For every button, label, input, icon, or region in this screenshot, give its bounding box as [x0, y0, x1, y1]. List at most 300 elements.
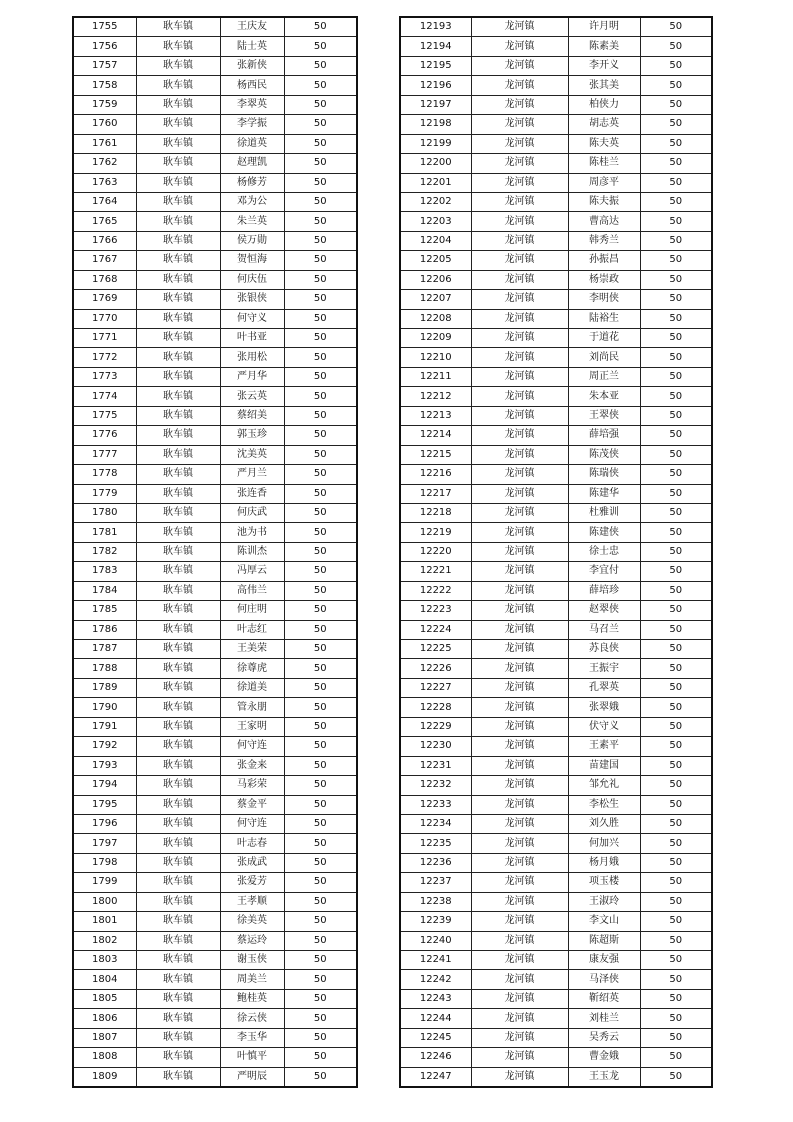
name-cell: 刘尚民: [568, 348, 640, 367]
town-cell: 龙河镇: [471, 737, 568, 756]
name-cell: 叶志春: [220, 834, 284, 853]
row-number-cell: 12225: [400, 640, 471, 659]
amount-cell: 50: [284, 290, 357, 309]
name-cell: 谢玉侠: [220, 951, 284, 970]
row-number-cell: 12201: [400, 173, 471, 192]
row-number-cell: 1792: [73, 737, 136, 756]
amount-cell: 50: [284, 270, 357, 289]
table-row: [400, 154, 712, 173]
name-cell: 张连香: [220, 484, 284, 503]
amount-cell: 50: [640, 659, 712, 678]
table-row: [73, 523, 357, 542]
amount-cell: 50: [640, 853, 712, 872]
town-cell: 龙河镇: [471, 698, 568, 717]
row-number-cell: 1756: [73, 37, 136, 56]
row-number-cell: 12218: [400, 503, 471, 522]
table-row: [73, 465, 357, 484]
name-cell: 陈建华: [568, 484, 640, 503]
row-number-cell: 1798: [73, 853, 136, 872]
table-row: [73, 212, 357, 231]
row-number-cell: 1783: [73, 562, 136, 581]
town-cell: 耿车镇: [136, 659, 220, 678]
town-cell: 龙河镇: [471, 640, 568, 659]
row-number-cell: 1793: [73, 756, 136, 775]
row-number-cell: 12213: [400, 406, 471, 425]
row-number-cell: 12196: [400, 76, 471, 95]
row-number-cell: 1801: [73, 912, 136, 931]
town-cell: 耿车镇: [136, 76, 220, 95]
name-cell: 叶慎平: [220, 1048, 284, 1067]
amount-cell: 50: [640, 640, 712, 659]
table-row: [400, 912, 712, 931]
table-row: [400, 659, 712, 678]
row-number-cell: 1769: [73, 290, 136, 309]
row-number-cell: 1795: [73, 795, 136, 814]
table-row: [73, 484, 357, 503]
town-cell: 龙河镇: [471, 270, 568, 289]
name-cell: 张翠娥: [568, 698, 640, 717]
amount-cell: 50: [284, 387, 357, 406]
row-number-cell: 1761: [73, 134, 136, 153]
row-number-cell: 1777: [73, 445, 136, 464]
town-cell: 耿车镇: [136, 426, 220, 445]
table-row: [73, 1009, 357, 1028]
row-number-cell: 12245: [400, 1028, 471, 1047]
table-row: [400, 678, 712, 697]
town-cell: 耿车镇: [136, 251, 220, 270]
name-cell: 王翠侠: [568, 406, 640, 425]
table-row: [73, 581, 357, 600]
name-cell: 徐道美: [220, 678, 284, 697]
town-cell: 耿车镇: [136, 503, 220, 522]
table-row: [400, 834, 712, 853]
table-row: [73, 834, 357, 853]
row-number-cell: 12203: [400, 212, 471, 231]
amount-cell: 50: [640, 951, 712, 970]
row-number-cell: 1809: [73, 1067, 136, 1087]
name-cell: 杨月娥: [568, 853, 640, 872]
table-row: [73, 406, 357, 425]
town-cell: 耿车镇: [136, 406, 220, 425]
town-cell: 龙河镇: [471, 873, 568, 892]
name-cell: 王庆友: [220, 17, 284, 37]
name-cell: 鲍桂英: [220, 989, 284, 1008]
name-cell: 张爱芳: [220, 873, 284, 892]
name-cell: 张用松: [220, 348, 284, 367]
name-cell: 沈美英: [220, 445, 284, 464]
name-cell: 王美荣: [220, 640, 284, 659]
row-number-cell: 1759: [73, 95, 136, 114]
amount-cell: 50: [284, 640, 357, 659]
table-row: [400, 717, 712, 736]
name-cell: 张金来: [220, 756, 284, 775]
row-number-cell: 1782: [73, 542, 136, 561]
row-number-cell: 1772: [73, 348, 136, 367]
name-cell: 陈超斯: [568, 931, 640, 950]
town-cell: 龙河镇: [471, 37, 568, 56]
town-cell: 耿车镇: [136, 115, 220, 134]
table-row: [400, 465, 712, 484]
amount-cell: 50: [640, 503, 712, 522]
table-row: [73, 678, 357, 697]
town-cell: 龙河镇: [471, 776, 568, 795]
town-cell: 龙河镇: [471, 17, 568, 37]
town-cell: 耿车镇: [136, 717, 220, 736]
amount-cell: 50: [640, 406, 712, 425]
town-cell: 耿车镇: [136, 542, 220, 561]
town-cell: 耿车镇: [136, 1048, 220, 1067]
amount-cell: 50: [640, 834, 712, 853]
row-number-cell: 1768: [73, 270, 136, 289]
table-row: [73, 173, 357, 192]
town-cell: 龙河镇: [471, 756, 568, 775]
table-row: [73, 154, 357, 173]
amount-cell: 50: [640, 115, 712, 134]
row-number-cell: 12220: [400, 542, 471, 561]
amount-cell: 50: [284, 1067, 357, 1087]
name-cell: 侯万勋: [220, 231, 284, 250]
name-cell: 严月华: [220, 367, 284, 386]
table-row: [400, 348, 712, 367]
row-number-cell: 12238: [400, 892, 471, 911]
amount-cell: 50: [640, 1009, 712, 1028]
amount-cell: 50: [284, 523, 357, 542]
table-row: [400, 873, 712, 892]
name-cell: 李开义: [568, 56, 640, 75]
amount-cell: 50: [640, 329, 712, 348]
amount-cell: 50: [640, 1048, 712, 1067]
amount-cell: 50: [640, 367, 712, 386]
table-row: [400, 970, 712, 989]
table-row: [400, 329, 712, 348]
town-cell: 龙河镇: [471, 1028, 568, 1047]
town-cell: 耿车镇: [136, 776, 220, 795]
amount-cell: 50: [284, 484, 357, 503]
table-row: [73, 231, 357, 250]
town-cell: 龙河镇: [471, 581, 568, 600]
amount-cell: 50: [640, 465, 712, 484]
name-cell: 吴秀云: [568, 1028, 640, 1047]
row-number-cell: 1804: [73, 970, 136, 989]
name-cell: 王玉龙: [568, 1067, 640, 1087]
row-number-cell: 1764: [73, 192, 136, 211]
row-number-cell: 12210: [400, 348, 471, 367]
amount-cell: 50: [284, 95, 357, 114]
name-cell: 张银侠: [220, 290, 284, 309]
amount-cell: 50: [640, 523, 712, 542]
amount-cell: 50: [640, 912, 712, 931]
name-cell: 贺恒海: [220, 251, 284, 270]
town-cell: 耿车镇: [136, 329, 220, 348]
name-cell: 陆士英: [220, 37, 284, 56]
table-row: [400, 1028, 712, 1047]
amount-cell: 50: [284, 1009, 357, 1028]
amount-cell: 50: [284, 192, 357, 211]
name-cell: 陈建侠: [568, 523, 640, 542]
town-cell: 龙河镇: [471, 1067, 568, 1087]
name-cell: 张云英: [220, 387, 284, 406]
amount-cell: 50: [284, 154, 357, 173]
town-cell: 龙河镇: [471, 912, 568, 931]
amount-cell: 50: [284, 853, 357, 872]
row-number-cell: 12199: [400, 134, 471, 153]
town-cell: 龙河镇: [471, 620, 568, 639]
town-cell: 耿车镇: [136, 523, 220, 542]
name-cell: 于道花: [568, 329, 640, 348]
table-row: [73, 387, 357, 406]
row-number-cell: 12241: [400, 951, 471, 970]
table-row: [73, 76, 357, 95]
amount-cell: 50: [284, 1028, 357, 1047]
row-number-cell: 1807: [73, 1028, 136, 1047]
table-row: [400, 795, 712, 814]
name-cell: 高伟兰: [220, 581, 284, 600]
name-cell: 刘久胜: [568, 814, 640, 833]
table-row: [400, 581, 712, 600]
name-cell: 马泽侠: [568, 970, 640, 989]
name-cell: 王家明: [220, 717, 284, 736]
name-cell: 杨修芳: [220, 173, 284, 192]
town-cell: 耿车镇: [136, 56, 220, 75]
town-cell: 耿车镇: [136, 601, 220, 620]
amount-cell: 50: [640, 756, 712, 775]
table-row: [400, 776, 712, 795]
row-number-cell: 12235: [400, 834, 471, 853]
table-row: [400, 523, 712, 542]
town-cell: 龙河镇: [471, 134, 568, 153]
name-cell: 陈夫英: [568, 134, 640, 153]
town-cell: 耿车镇: [136, 37, 220, 56]
town-cell: 龙河镇: [471, 212, 568, 231]
amount-cell: 50: [284, 348, 357, 367]
name-cell: 陈桂兰: [568, 154, 640, 173]
name-cell: 曹高达: [568, 212, 640, 231]
town-cell: 耿车镇: [136, 173, 220, 192]
amount-cell: 50: [640, 76, 712, 95]
row-number-cell: 1785: [73, 601, 136, 620]
amount-cell: 50: [284, 367, 357, 386]
town-cell: 耿车镇: [136, 95, 220, 114]
amount-cell: 50: [284, 601, 357, 620]
town-cell: 耿车镇: [136, 1009, 220, 1028]
name-cell: 孔翠英: [568, 678, 640, 697]
amount-cell: 50: [284, 795, 357, 814]
amount-cell: 50: [284, 717, 357, 736]
amount-cell: 50: [640, 56, 712, 75]
amount-cell: 50: [640, 270, 712, 289]
amount-cell: 50: [640, 484, 712, 503]
name-cell: 徐尊虎: [220, 659, 284, 678]
row-number-cell: 12208: [400, 309, 471, 328]
row-number-cell: 1787: [73, 640, 136, 659]
row-number-cell: 12229: [400, 717, 471, 736]
row-number-cell: 12217: [400, 484, 471, 503]
row-number-cell: 1755: [73, 17, 136, 37]
amount-cell: 50: [284, 17, 357, 37]
amount-cell: 50: [284, 406, 357, 425]
row-number-cell: 12195: [400, 56, 471, 75]
town-cell: 龙河镇: [471, 387, 568, 406]
name-cell: 陈素美: [568, 37, 640, 56]
row-number-cell: 1781: [73, 523, 136, 542]
row-number-cell: 12216: [400, 465, 471, 484]
row-number-cell: 12212: [400, 387, 471, 406]
name-cell: 项玉楼: [568, 873, 640, 892]
table-row: [73, 503, 357, 522]
town-cell: 龙河镇: [471, 1009, 568, 1028]
town-cell: 耿车镇: [136, 290, 220, 309]
table-row: [73, 698, 357, 717]
table-row: [73, 717, 357, 736]
name-cell: 叶志红: [220, 620, 284, 639]
amount-cell: 50: [284, 542, 357, 561]
row-number-cell: 12228: [400, 698, 471, 717]
amount-cell: 50: [640, 989, 712, 1008]
table-row: [73, 270, 357, 289]
table-row: [400, 601, 712, 620]
row-number-cell: 12205: [400, 251, 471, 270]
row-number-cell: 1774: [73, 387, 136, 406]
town-cell: 耿车镇: [136, 989, 220, 1008]
name-cell: 伏守义: [568, 717, 640, 736]
amount-cell: 50: [640, 698, 712, 717]
amount-cell: 50: [284, 76, 357, 95]
amount-cell: 50: [640, 17, 712, 37]
row-number-cell: 12232: [400, 776, 471, 795]
name-cell: 李松生: [568, 795, 640, 814]
amount-cell: 50: [640, 931, 712, 950]
amount-cell: 50: [284, 426, 357, 445]
town-cell: 耿车镇: [136, 951, 220, 970]
name-cell: 李玉华: [220, 1028, 284, 1047]
table-row: [73, 931, 357, 950]
amount-cell: 50: [284, 678, 357, 697]
row-number-cell: 1788: [73, 659, 136, 678]
amount-cell: 50: [640, 134, 712, 153]
row-number-cell: 1760: [73, 115, 136, 134]
amount-cell: 50: [284, 776, 357, 795]
row-number-cell: 12244: [400, 1009, 471, 1028]
name-cell: 朱兰英: [220, 212, 284, 231]
table-row: [73, 329, 357, 348]
town-cell: 耿车镇: [136, 970, 220, 989]
town-cell: 龙河镇: [471, 115, 568, 134]
town-cell: 耿车镇: [136, 1028, 220, 1047]
amount-cell: 50: [640, 717, 712, 736]
name-cell: 何守连: [220, 737, 284, 756]
amount-cell: 50: [284, 309, 357, 328]
row-number-cell: 12200: [400, 154, 471, 173]
table-row: [73, 970, 357, 989]
table-row: [73, 17, 357, 37]
town-cell: 龙河镇: [471, 853, 568, 872]
table-row: [400, 737, 712, 756]
town-cell: 耿车镇: [136, 814, 220, 833]
town-cell: 耿车镇: [136, 154, 220, 173]
amount-cell: 50: [640, 231, 712, 250]
amount-cell: 50: [284, 212, 357, 231]
table-row: [400, 989, 712, 1008]
row-number-cell: 12227: [400, 678, 471, 697]
amount-cell: 50: [284, 56, 357, 75]
table-row: [400, 17, 712, 37]
name-cell: 何庆武: [220, 503, 284, 522]
row-number-cell: 12193: [400, 17, 471, 37]
table-row: [400, 1048, 712, 1067]
name-cell: 李文山: [568, 912, 640, 931]
name-cell: 蔡运玲: [220, 931, 284, 950]
table-row: [73, 814, 357, 833]
row-number-cell: 12234: [400, 814, 471, 833]
row-number-cell: 12221: [400, 562, 471, 581]
table-row: [400, 309, 712, 328]
table-row: [73, 659, 357, 678]
row-number-cell: 12222: [400, 581, 471, 600]
name-cell: 朱本亚: [568, 387, 640, 406]
town-cell: 龙河镇: [471, 834, 568, 853]
name-cell: 邹允礼: [568, 776, 640, 795]
table-row: [400, 951, 712, 970]
town-cell: 龙河镇: [471, 678, 568, 697]
row-number-cell: 1806: [73, 1009, 136, 1028]
amount-cell: 50: [640, 192, 712, 211]
name-cell: 许月明: [568, 17, 640, 37]
name-cell: 王振宇: [568, 659, 640, 678]
town-cell: 龙河镇: [471, 523, 568, 542]
table-row: [73, 115, 357, 134]
name-cell: 李学振: [220, 115, 284, 134]
table-row: [400, 640, 712, 659]
town-cell: 龙河镇: [471, 484, 568, 503]
town-cell: 龙河镇: [471, 329, 568, 348]
row-number-cell: 12206: [400, 270, 471, 289]
amount-cell: 50: [640, 970, 712, 989]
name-cell: 徐美英: [220, 912, 284, 931]
town-cell: 耿车镇: [136, 756, 220, 775]
name-cell: 孙振昌: [568, 251, 640, 270]
town-cell: 耿车镇: [136, 484, 220, 503]
town-cell: 耿车镇: [136, 931, 220, 950]
name-cell: 冯厚云: [220, 562, 284, 581]
name-cell: 陈瑞侠: [568, 465, 640, 484]
town-cell: 耿车镇: [136, 562, 220, 581]
table-row: [73, 640, 357, 659]
town-cell: 龙河镇: [471, 717, 568, 736]
name-cell: 杨西民: [220, 76, 284, 95]
town-cell: 耿车镇: [136, 17, 220, 37]
amount-cell: 50: [640, 154, 712, 173]
town-cell: 龙河镇: [471, 542, 568, 561]
row-number-cell: 12207: [400, 290, 471, 309]
row-number-cell: 1770: [73, 309, 136, 328]
row-number-cell: 1773: [73, 367, 136, 386]
name-cell: 王素平: [568, 737, 640, 756]
amount-cell: 50: [284, 465, 357, 484]
table-row: [400, 56, 712, 75]
row-number-cell: 1757: [73, 56, 136, 75]
town-cell: 龙河镇: [471, 1048, 568, 1067]
row-number-cell: 12214: [400, 426, 471, 445]
table-row: [73, 1028, 357, 1047]
amount-cell: 50: [284, 873, 357, 892]
town-cell: 耿车镇: [136, 795, 220, 814]
amount-cell: 50: [284, 37, 357, 56]
table-row: [400, 192, 712, 211]
name-cell: 王淑玲: [568, 892, 640, 911]
row-number-cell: 12215: [400, 445, 471, 464]
amount-cell: 50: [284, 115, 357, 134]
row-number-cell: 1771: [73, 329, 136, 348]
